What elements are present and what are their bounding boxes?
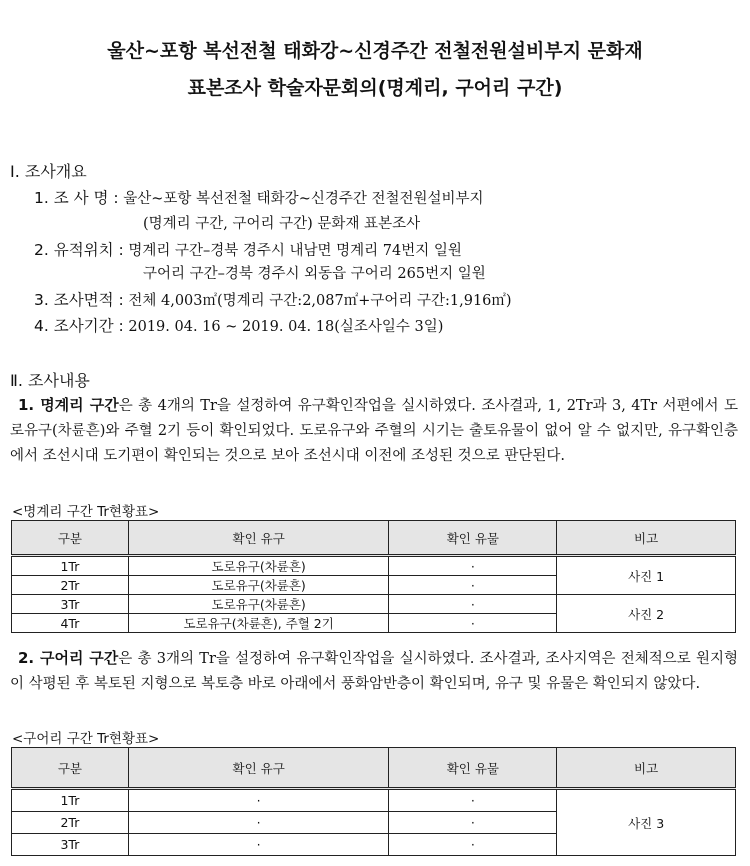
overview-value: 전체 4,003㎡(명계리 구간:2,087㎡+구어리 구간:1,916㎡) — [128, 293, 512, 309]
overview-label: 4. 조사기간 : — [34, 317, 124, 335]
table-myeonggye — [11, 520, 736, 633]
header-cell: 비고 — [557, 748, 736, 789]
overview-label: 1. 조 사 명 : — [34, 189, 119, 207]
header-cell: 확인 유구 — [128, 748, 389, 789]
feature-cell: 도로유구(차륜흔), 주혈 2기 — [128, 614, 389, 633]
overview-value-cont: (명계리 구간, 구어리 구간) 문화재 표본조사 — [143, 216, 421, 232]
header-cell: 비고 — [557, 521, 736, 556]
tr-cell: 2Tr — [12, 576, 129, 595]
table2-caption: <구어리 구간 Tr현황표> — [12, 731, 160, 747]
table-row — [12, 789, 736, 812]
artifact-cell: · — [389, 789, 557, 812]
table-gueo — [11, 747, 736, 856]
table1-caption: <명계리 구간 Tr현황표> — [12, 504, 160, 520]
table-header-row — [12, 521, 736, 556]
overview-value: 명계리 구간–경북 경주시 내남면 명계리 74번지 일원 — [128, 243, 462, 259]
paragraph-text: 은 총 3개의 Tr을 설정하여 유구확인작업을 실시하였다. 조사결과, 조사지역은 전체적으로 원지형이 삭평된 후 복토된 지형으로 복토층 바로 아래에서 풍화암반층이 확인되며, 유구 및 유물은 확인되지 않았다. — [10, 651, 738, 692]
feature-cell: 도로유구(차륜흔) — [128, 595, 389, 614]
note-cell: 사진 2 — [557, 595, 736, 633]
paragraph-lead: 1. 명계리 구간 — [18, 396, 119, 414]
section1-heading: Ⅰ. 조사개요 — [10, 162, 87, 181]
tr-cell: 2Tr — [12, 812, 129, 834]
feature-cell: · — [128, 834, 389, 856]
note-cell: 사진 3 — [557, 789, 736, 856]
feature-cell: · — [128, 812, 389, 834]
artifact-cell: · — [389, 595, 557, 614]
header-cell: 확인 유물 — [389, 748, 557, 789]
overview-item-name — [34, 186, 484, 208]
overview-label: 2. 유적위치 : — [34, 241, 124, 259]
paragraph-myeonggye — [10, 393, 738, 469]
document-title-line1: 울산~포항 복선전철 태화강~신경주간 전철전원설비부지 문화재 — [107, 40, 643, 62]
artifact-cell: · — [389, 576, 557, 595]
section2-heading: Ⅱ. 조사내용 — [10, 371, 90, 390]
tr-cell: 3Tr — [12, 834, 129, 856]
header-cell: 구분 — [12, 521, 129, 556]
tr-cell: 4Tr — [12, 614, 129, 633]
note-cell: 사진 1 — [557, 556, 736, 595]
header-cell: 확인 유구 — [128, 521, 389, 556]
overview-item-period — [34, 314, 443, 336]
artifact-cell: · — [389, 812, 557, 834]
feature-cell: 도로유구(차륜흔) — [128, 576, 389, 595]
tr-cell: 3Tr — [12, 595, 129, 614]
overview-label: 3. 조사면적 : — [34, 291, 124, 309]
document-title-line2: 표본조사 학술자문회의(명계리, 구어리 구간) — [187, 77, 563, 99]
overview-value-cont: 구어리 구간–경북 경주시 외동읍 구어리 265번지 일원 — [143, 266, 486, 282]
overview-value: 2019. 04. 16 ~ 2019. 04. 18(실조사일수 3일) — [128, 319, 444, 335]
overview-item-location — [34, 238, 462, 260]
artifact-cell: · — [389, 834, 557, 856]
artifact-cell: · — [389, 614, 557, 633]
tr-cell: 1Tr — [12, 556, 129, 576]
overview-item-area — [34, 288, 512, 310]
paragraph-text: 은 총 4개의 Tr을 설정하여 유구확인작업을 실시하였다. 조사결과, 1, 2Tr과 3, 4Tr 서편에서 도로유구(차륜흔)와 주혈 2기 등이 확인되었다. 도로유구와 주혈의 시기는 출토유물이 없어 알 수 없지만, 유구확인층에서 조선시대 도기편이 확인되는 것으로 보아 조선시대 이전에 조성된 것으로 판단된다. — [10, 398, 739, 464]
artifact-cell: · — [389, 556, 557, 576]
paragraph-lead: 2. 구어리 구간 — [18, 649, 119, 667]
overview-value: 울산~포항 복선전철 태화강~신경주간 전철전원설비부지 — [123, 191, 484, 207]
header-cell: 구분 — [12, 748, 129, 789]
paragraph-gueo — [10, 646, 738, 697]
feature-cell: · — [128, 789, 389, 812]
header-cell: 확인 유물 — [389, 521, 557, 556]
table-row — [12, 595, 736, 614]
feature-cell: 도로유구(차륜흔) — [128, 556, 389, 576]
table-header-row — [12, 748, 736, 789]
table-row — [12, 556, 736, 576]
tr-cell: 1Tr — [12, 789, 129, 812]
